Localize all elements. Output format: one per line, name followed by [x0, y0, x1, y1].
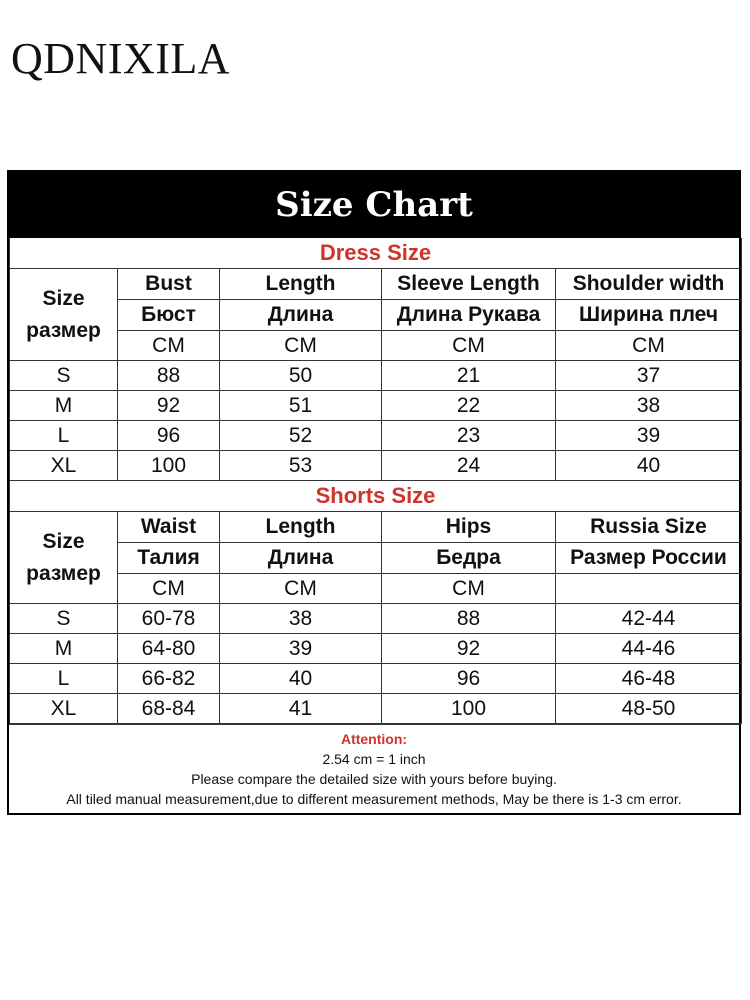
value-cell: 60-78 [118, 604, 220, 634]
table-row [10, 421, 742, 451]
size-cell: M [10, 391, 118, 421]
attention-label: Attention: [340, 731, 408, 747]
value-cell: 48-50 [556, 694, 742, 724]
size-cell: M [10, 634, 118, 664]
table-row [10, 391, 742, 421]
chart-title: Size Chart [9, 172, 739, 238]
value-cell: 66-82 [118, 664, 220, 694]
table-row [10, 361, 742, 391]
column-header-ru: Размер России [556, 543, 742, 574]
value-cell: 50 [220, 361, 382, 391]
unit-cell: CM [220, 331, 382, 361]
value-cell: 40 [556, 451, 742, 481]
value-cell: 44-46 [556, 634, 742, 664]
value-cell: 40 [220, 664, 382, 694]
note-line: 2.54 cm = 1 inch [322, 751, 426, 767]
size-header-en: Size [42, 529, 85, 553]
column-header-en: Shoulder width [556, 269, 742, 300]
column-header-ru: Бедра [382, 543, 556, 574]
attention-note [9, 724, 739, 813]
value-cell: 92 [382, 634, 556, 664]
size-header-ru: размер [26, 561, 101, 585]
value-cell: 39 [220, 634, 382, 664]
size-cell: XL [10, 451, 118, 481]
value-cell: 64-80 [118, 634, 220, 664]
size-cell: S [10, 361, 118, 391]
table-row [10, 664, 742, 694]
value-cell: 21 [382, 361, 556, 391]
size-cell: L [10, 664, 118, 694]
column-header-en: Sleeve Length [382, 269, 556, 300]
value-cell: 39 [556, 421, 742, 451]
dress-size-header [10, 269, 118, 361]
value-cell: 46-48 [556, 664, 742, 694]
column-header-ru: Длина Рукава [382, 300, 556, 331]
value-cell: 38 [220, 604, 382, 634]
brand-logo: QDNIXILA [11, 34, 231, 83]
value-cell: 41 [220, 694, 382, 724]
unit-cell: CM [220, 574, 382, 604]
value-cell: 37 [556, 361, 742, 391]
note-line: Please compare the detailed size with yours before buying. [191, 771, 557, 787]
shorts-section-title: Shorts Size [10, 481, 742, 512]
column-header-ru: Талия [118, 543, 220, 574]
unit-cell: CM [382, 574, 556, 604]
value-cell: 24 [382, 451, 556, 481]
value-cell: 96 [382, 664, 556, 694]
size-cell: XL [10, 694, 118, 724]
column-header-en: Waist [118, 512, 220, 543]
column-header-en: Length [220, 512, 382, 543]
value-cell: 53 [220, 451, 382, 481]
column-header-en: Length [220, 269, 382, 300]
table-row [10, 634, 742, 664]
value-cell: 100 [118, 451, 220, 481]
size-cell: S [10, 604, 118, 634]
value-cell: 92 [118, 391, 220, 421]
unit-cell: CM [382, 331, 556, 361]
size-header-en: Size [42, 286, 85, 310]
value-cell: 23 [382, 421, 556, 451]
value-cell: 88 [382, 604, 556, 634]
value-cell: 52 [220, 421, 382, 451]
column-header-ru: Бюст [118, 300, 220, 331]
column-header-ru: Длина [220, 300, 382, 331]
dress-section-title: Dress Size [10, 238, 742, 269]
table-row [10, 694, 742, 724]
value-cell: 68-84 [118, 694, 220, 724]
unit-cell: CM [118, 331, 220, 361]
column-header-ru: Ширина плеч [556, 300, 742, 331]
column-header-en: Hips [382, 512, 556, 543]
value-cell: 51 [220, 391, 382, 421]
dress-size-table [9, 238, 742, 724]
column-header-en: Russia Size [556, 512, 742, 543]
column-header-en: Bust [118, 269, 220, 300]
value-cell: 100 [382, 694, 556, 724]
note-line: All tiled manual measurement,due to different measurement methods, May be there is 1-3 cm error. [66, 791, 682, 807]
unit-cell: CM [556, 331, 742, 361]
unit-cell: CM [118, 574, 220, 604]
size-header-ru: размер [26, 318, 101, 342]
value-cell: 88 [118, 361, 220, 391]
unit-cell [556, 574, 742, 604]
shorts-size-header [10, 512, 118, 604]
value-cell: 38 [556, 391, 742, 421]
value-cell: 96 [118, 421, 220, 451]
table-row [10, 451, 742, 481]
size-chart [7, 170, 741, 815]
size-cell: L [10, 421, 118, 451]
value-cell: 22 [382, 391, 556, 421]
table-row [10, 604, 742, 634]
value-cell: 42-44 [556, 604, 742, 634]
column-header-ru: Длина [220, 543, 382, 574]
